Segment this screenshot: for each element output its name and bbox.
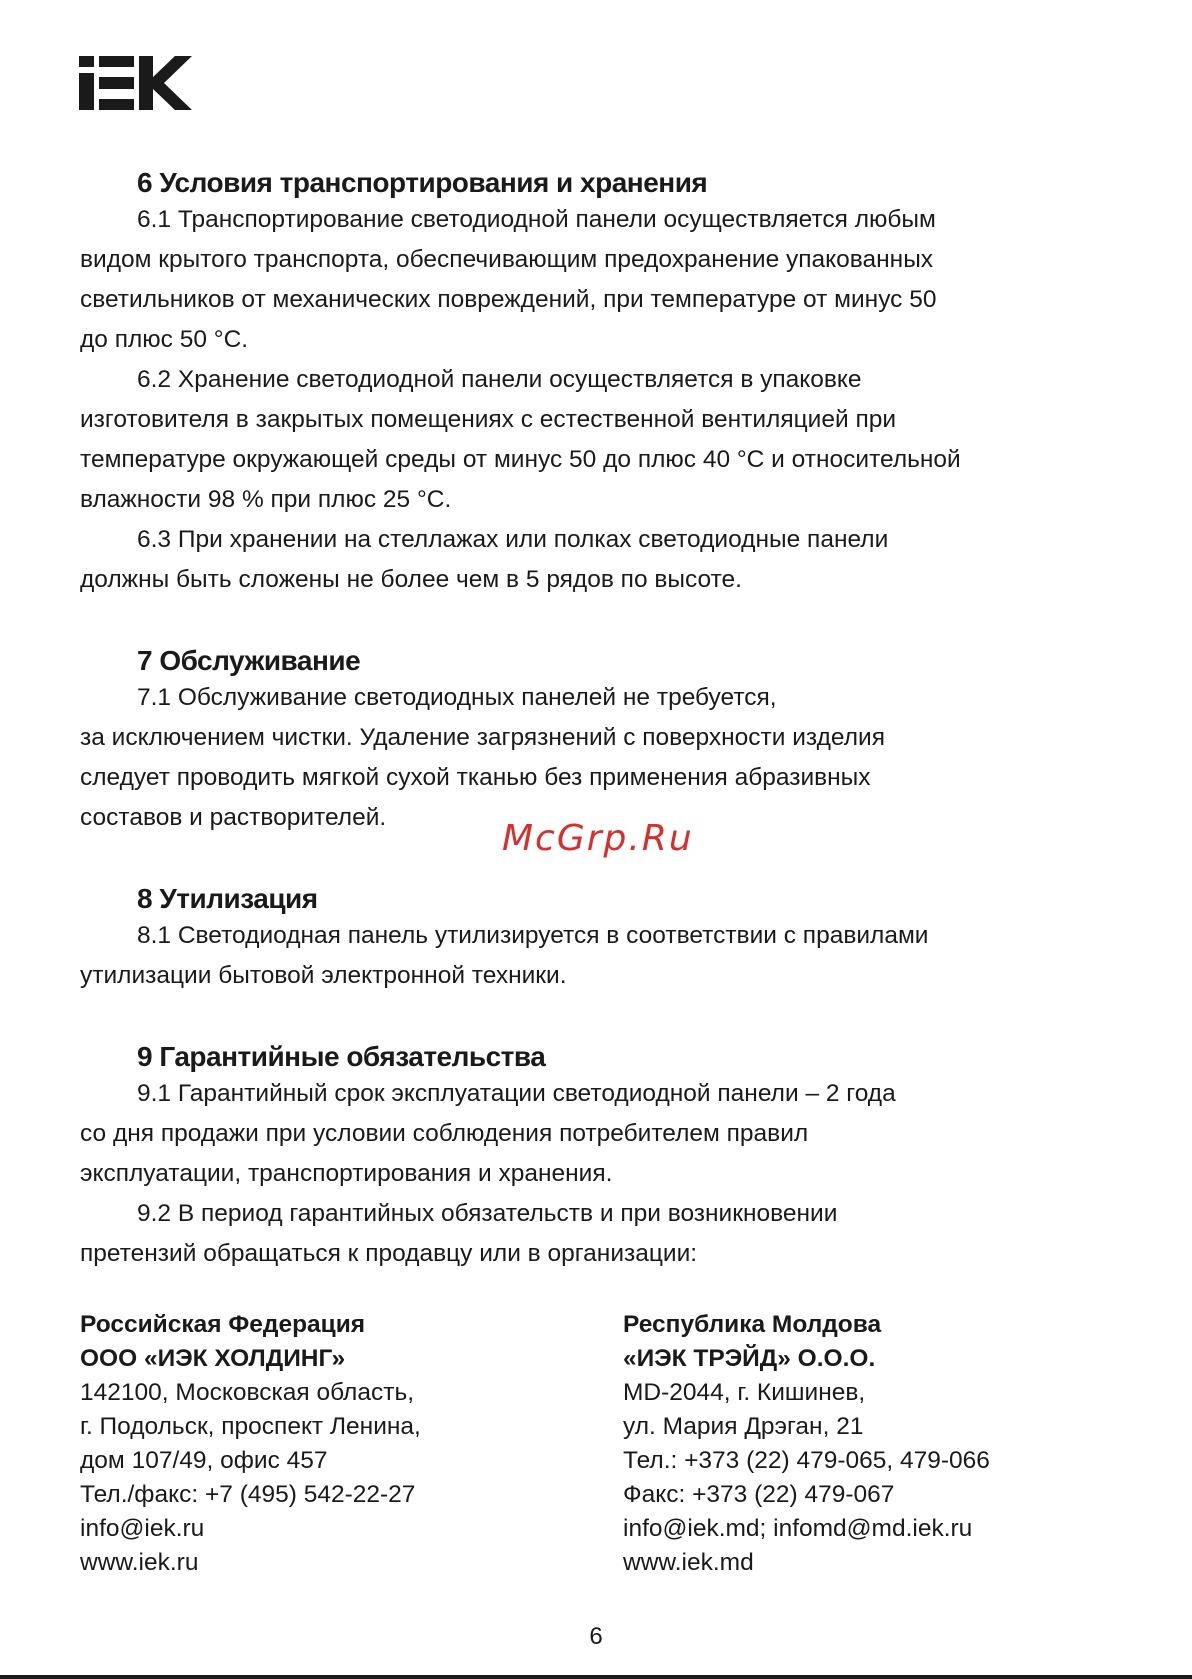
paragraph-7-1: 7.1 Обслуживание светодиодных панелей не требуется, за исключением чистки. Удаление загрязнений с поверхности изделия следует проводить мягкой сухой тканью без применения абразивных составов и растворителей.: [80, 684, 885, 831]
section-8: [80, 882, 1120, 996]
bottom-rule: [0, 1675, 1192, 1679]
section-heading: 8 Утилизация: [137, 883, 318, 914]
page-number: 6: [589, 1623, 603, 1650]
country-label: Республика Молдова: [623, 1311, 882, 1338]
section-heading: 6 Условия транспортирования и хранения: [137, 167, 708, 198]
watermark: McGrp.Ru: [502, 818, 694, 859]
section-9: [80, 1040, 1120, 1274]
contact-russia: [80, 1308, 580, 1580]
section-heading: 7 Обслуживание: [137, 645, 361, 676]
fax: Факс: +373 (22) 479-067: [623, 1481, 895, 1508]
contact-moldova: [623, 1308, 1123, 1580]
paragraph-6-3: 6.3 При хранении на стеллажах или полках светодиодные панели должны быть сложены не более чем в 5 рядов по высоте.: [80, 526, 889, 593]
email-link[interactable]: info@iek.ru: [80, 1515, 205, 1542]
paragraph-8-1: 8.1 Светодиодная панель утилизируется в соответствии с правилами утилизации бытовой электронной техники.: [80, 922, 929, 989]
country-label: Российская Федерация: [80, 1311, 366, 1338]
section-7: [80, 644, 1120, 838]
address-line: ул. Мария Дрэган, 21: [623, 1413, 864, 1440]
iek-logo: [79, 56, 192, 110]
phone: Тел.: +373 (22) 479-065, 479-066: [623, 1447, 990, 1474]
company-name: «ИЭК ТРЭЙД» О.О.О.: [623, 1345, 876, 1372]
website-link[interactable]: www.iek.ru: [80, 1549, 199, 1576]
address-line: г. Подольск, проспект Ленина,: [80, 1413, 421, 1440]
address-line: дом 107/49, офис 457: [80, 1447, 328, 1474]
address-line: 142100, Московская область,: [80, 1379, 415, 1406]
paragraph-6-2: 6.2 Хранение светодиодной панели осуществляется в упаковке изготовителя в закрытых помещениях с естественной вентиляцией при температуре окружающей среды от минус 50 до плюс 40 °С и относительной влажности 98 % при плюс 25 °С.: [80, 366, 961, 513]
paragraph-9-1: 9.1 Гарантийный срок эксплуатации светодиодной панели – 2 года со дня продажи при условии соблюдения потребителем правил эксплуатации, транспортирования и хранения.: [80, 1080, 896, 1187]
document-body: [80, 166, 1120, 1318]
section-6: [80, 166, 1120, 600]
email-link[interactable]: info@iek.md; infomd@md.iek.ru: [623, 1515, 973, 1542]
website-link[interactable]: www.iek.md: [623, 1549, 754, 1576]
section-heading: 9 Гарантийные обязательства: [137, 1041, 546, 1072]
company-name: ООО «ИЭК ХОЛДИНГ»: [80, 1345, 346, 1372]
paragraph-6-1: 6.1 Транспортирование светодиодной панели осуществляется любым видом крытого транспорта, обеспечивающим предохранение упакованных светильников от механических повреждений, при температуре от минус 50 до плюс 50 °С.: [80, 206, 937, 353]
paragraph-9-2: 9.2 В период гарантийных обязательств и при возникновении претензий обращаться к продавцу или в организации:: [80, 1200, 838, 1267]
address-line: MD-2044, г. Кишинев,: [623, 1379, 866, 1406]
phone-fax: Тел./факс: +7 (495) 542-22-27: [80, 1481, 416, 1508]
